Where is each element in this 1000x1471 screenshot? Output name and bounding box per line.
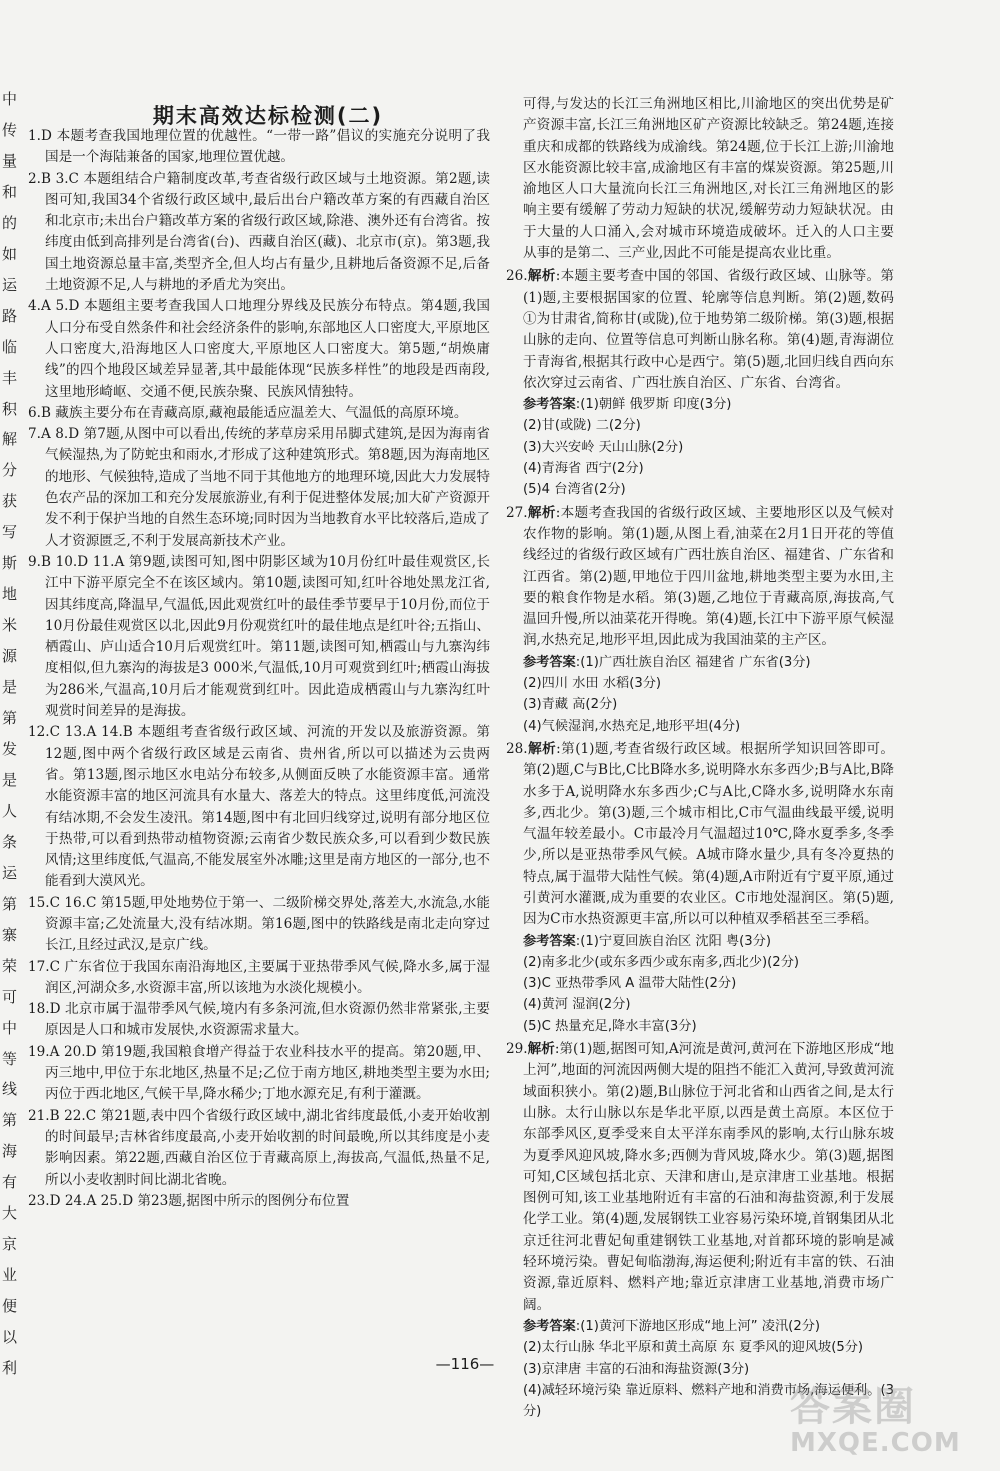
- gutter-char: 荣: [2, 957, 18, 975]
- watermark-logo: [790, 1375, 990, 1465]
- gutter-char: 源: [2, 647, 18, 665]
- answer-23-25-continued: 可得,与发达的长江三角洲地区相比,川渝地区的突出优势是矿产资源丰富,长江三角洲地区矿产资源比较缺乏。第24题,连接重庆和成都的铁路线为成渝线。第24题,位于长江上游;川渝地区水能资源比较丰富,成渝地区有丰富的煤炭资源。第25题,川渝地区人口大量流向长江三角洲地区,对长江三角洲地区的影响主要有缓解了劳动力短缺的状况,缓解劳动力短缺状况。由于大量的人口涌入,会对城市环境造成破坏。迁入的人口主要从事的是第二、三产业,因此不可能是提高农业比重。: [523, 96, 894, 262]
- gutter-char: 传: [2, 121, 18, 139]
- answer-28-key-label: 参考答案:(1)宁夏回族自治区 沈阳 粤(3分): [523, 933, 772, 949]
- gutter-char: 积: [2, 400, 18, 418]
- gutter-char: 线: [2, 1080, 18, 1098]
- gutter-char: 临: [2, 338, 18, 356]
- page-number: —116—: [435, 1355, 495, 1373]
- answer-26-key-line: (4)青海省 西宁(2分): [523, 461, 644, 477]
- gutter-char: 京: [2, 1235, 18, 1253]
- gutter-char: 中: [2, 90, 18, 108]
- gutter-char: 等: [2, 1050, 18, 1068]
- answer-29-key-line: (4)减轻环境污染 靠近原料、燃料产地和消费市场,海运便利。(3分): [523, 1382, 894, 1420]
- gutter-char: 和: [2, 183, 18, 201]
- answer-26-analysis: 26.解析:本题主要考查中国的邻国、省级行政区域、山脉等。第(1)题,主要根据国家的位置、轮廓等信息判断。第(2)题,数码①为甘肃省,简称甘(或陇),位于地势第二级阶梯。第(3)题,根据山脉的走向、位置等信息可判断山脉名称。第(4)题,青海湖位于青海省,根据其行政中心是西宁。第(5)题,北回归线自西向东依次穿过云南省、广西壮族自治区、广东省、台湾省。: [506, 268, 895, 391]
- answer-27-analysis: 27.解析:本题考查我国的省级行政区域、主要地形区以及气候对农作物的影响。第(1)题,从图上看,油菜在2月1日开花的等值线经过的省级行政区域有广西壮族自治区、福建省、广东省和江西省。第(2)题,甲地位于四川盆地,耕地类型主要为水田,主要的粮食作物是水稻。第(3)题,乙地位于青藏高原,海拔高,气温回升慢,所以油菜花开得晚。第(4)题,长江中下游平原气候湿润,水热充足,地形平坦,因此成为我国油菜的主产区。: [506, 504, 895, 649]
- gutter-char: 人: [2, 802, 18, 820]
- answer-23-25: 23.D 24.A 25.D 第23题,据图中所示的图例分布位置: [28, 1192, 350, 1209]
- answer-7-8: 7.A 8.D 第7题,从图中可以看出,传统的茅草房采用吊脚式建筑,是因为海南省气候湿热,为了防蛇虫和雨水,才形成了这种建筑形式。第8题,因为海南地区的地形、气候独特,造成了当地不同于其他地方的地理环境,因此大力发展特色农产品的深加工和充分发展旅游业,有利于促进整体发展;加大矿产资源开发不利于保护当地的自然生态环境;同时因为当地教育水平比较落后,造成了人才资源匮乏,不利于发展高新技术产业。: [28, 426, 490, 549]
- binding-gutter-text: [0, 90, 22, 1410]
- watermark-url: MXQE.COM: [790, 1428, 961, 1458]
- gutter-char: 运: [2, 276, 18, 294]
- answer-27-key-line: (2)四川 水田 水稻(3分): [523, 676, 662, 692]
- answer-1: 1.D 本题考查我国地理位置的优越性。“一带一路”倡议的实施充分说明了我国是一个海陆兼备的国家,地理位置优越。: [28, 128, 490, 166]
- answer-2-3: 2.B 3.C 本题组结合户籍制度改革,考查省级行政区域与土地资源。第2题,读图可知,我国34个省级行政区域中,最后出台户籍改革方案的有西藏自治区和北京市;未出台户籍改革方案的省级行政区域,除港、澳外还有台湾省。按纬度由低到高排列是台湾省(台)、西藏自治区(藏)、北京市(京)。第3题,我国土地资源总量丰富,类型齐全,但人均占有量少,且耕地后备资源不足,后备土地资源不足,人与耕地的矛盾尤为突出。: [28, 170, 490, 294]
- gutter-char: 路: [2, 307, 18, 325]
- gutter-char: 业: [2, 1266, 18, 1284]
- gutter-char: 斯: [2, 554, 18, 572]
- answer-17: 17.C 广东省位于我国东南沿海地区,主要属于亚热带季风气候,降水多,属于湿润区,河湖众多,水资源丰富,所以该地为水淡化规模小。: [28, 958, 490, 996]
- gutter-char: 地: [2, 585, 18, 603]
- gutter-char: 解: [2, 430, 18, 448]
- gutter-char: 海: [2, 1142, 18, 1160]
- gutter-char: 第: [2, 895, 18, 913]
- answer-12-14: 12.C 13.A 14.B 本题组考查省级行政区域、河流的开发以及旅游资源。第12题,图中两个省级行政区域是云南省、贵州省,所以可以描述为云贵两省。第13题,图示地区水电站分布较多,从侧面反映了水能资源丰富。通常水能资源丰富的地区河流具有水量大、落差大的特点。这里纬度低,河流没有结冰期,不会发生凌汛。第14题,图中有北回归线穿过,说明有部分地区位于热带,可以看到热带动植物资源;云南省少数民族众多,可以看到少数民族风情;这里纬度低,气温高,不能发展室外冰雕;这里是南方地区的一部分,也不能看到大漠风光。: [28, 724, 490, 890]
- answer-29-key-label: 参考答案:(1)黄河下游地区形成“地上河” 凌汛(2分): [523, 1318, 821, 1334]
- answer-27-key-line: (3)青藏 高(2分): [523, 697, 618, 713]
- gutter-char: 以: [2, 1328, 18, 1346]
- gutter-char: 第: [2, 1111, 18, 1129]
- answer-29-analysis: 29.解析:第(1)题,据图可知,A河流是黄河,黄河在下游地区形成“地上河”,地面的河流因两侧大堤的阻挡不能汇入黄河,导致黄河流域面积狭小。第(2)题,B山脉位于河北省和山西省之间,是太行山脉。太行山脉以东是华北平原,以西是黄土高原。本区位于东部季风区,夏季受来自太平洋东南季风的影响,太行山脉东坡为夏季风迎风坡,降水多;西侧为背风坡,降水少。第(3)题,据图可知,C区域包括北京、天津和唐山,是京津唐工业基地。根据图例可知,该工业基地附近有丰富的石油和海盐资源,利于发展化学工业。第(4)题,发展钢铁工业容易污染环境,首钢集团从北京迁往河北曹妃甸重建钢铁工业基地,对首都环境的影响是减轻环境污染。曹妃甸临渤海,海运便利;附近有丰富的铁、石油资源,靠近原料、燃料产地;靠近京津唐工业基地,消费市场广阔。: [506, 1041, 894, 1313]
- gutter-char: 大: [2, 1204, 18, 1222]
- watermark-logo-text: 答案圈: [790, 1384, 916, 1430]
- gutter-char: 第: [2, 709, 18, 727]
- answer-28-key-line: (3)C 亚热带季风 A 温带大陆性(2分): [523, 976, 737, 992]
- answer-26-key-line: (5)4 台湾省(2分): [523, 482, 626, 498]
- answer-27-key-label: 参考答案:(1)广西壮族自治区 福建省 广东省(3分): [523, 654, 811, 670]
- gutter-char: 可: [2, 988, 18, 1006]
- gutter-char: 中: [2, 1019, 18, 1037]
- gutter-char: 米: [2, 616, 18, 634]
- right-column: [506, 94, 894, 1422]
- answer-27-key-line: (4)气候湿润,水热充足,地形平坦(4分): [523, 718, 741, 734]
- gutter-char: 丰: [2, 369, 18, 387]
- gutter-char: 写: [2, 523, 18, 541]
- answer-26-key-line: (3)大兴安岭 天山山脉(2分): [523, 439, 684, 455]
- answer-26-key-label: 参考答案:(1)朝鲜 俄罗斯 印度(3分): [523, 397, 732, 413]
- gutter-char: 运: [2, 864, 18, 882]
- answer-4-5: 4.A 5.D 本题组主要考查我国人口地理分界线及民族分布特点。第4题,我国人口分布受自然条件和社会经济条件的影响,东部地区人口密度大,平原地区人口密度大,沿海地区人口密度大,平原地区人口密度大。第5题,“胡焕庸线”的四个地段区域差异显著,其中最能体现“民族多样性”的地段是西南段,这里地形崎岖、交通不便,民族杂聚、民族风情独特。: [28, 298, 490, 400]
- answer-15-16: 15.C 16.C 第15题,甲处地势位于第一、二级阶梯交界处,落差大,水流急,水能资源丰富;乙处流量大,没有结冰期。第16题,图中的铁路线是南北走向穿过长江,且经过武汉,是京广线。: [28, 894, 490, 954]
- answer-28-key-line: (2)南多北少(或东多西少或东南多,西北少)(2分): [523, 954, 800, 970]
- answer-9-11: 9.B 10.D 11.A 第9题,读图可知,图中阴影区域为10月份红叶最佳观赏区,长江中下游平原完全不在该区域内。第10题,读图可知,红叶谷地处黑龙江省,因其纬度高,降温早,气温低,因此观赏红叶的最佳季节要早于10月份,而位于10月份最佳观赏区以北,因此9月份观赏红叶的最佳地点是红叶谷;五指山、栖霞山、庐山适合10月后观赏红叶。第11题,读图可知,栖霞山与九寨沟纬度相似,但九寨沟的海拔是3 000米,气温低,10月可观赏到红叶;栖霞山海拔为286米,气温高,10月后才能观赏到红叶。因此造成栖霞山与九寨沟红叶观赏时间差异的是海拔。: [28, 553, 490, 720]
- gutter-char: 寨: [2, 926, 18, 944]
- gutter-char: 的: [2, 214, 18, 232]
- answer-19-20: 19.A 20.D 第19题,我国粮食增产得益于农业科技水平的提高。第20题,甲、丙三地中,甲位于东北地区,热量不足;乙位于南方地区,耕地类型主要为水田;丙位于西北地区,气候干旱,降水稀少;丁地水源充足,有利于灌溉。: [28, 1043, 490, 1103]
- gutter-char: 发: [2, 740, 18, 758]
- answer-18: 18.D 北京市属于温带季风气候,境内有多条河流,但水资源仍然非常紧张,主要原因是人口和城市发展快,水资源需求量大。: [28, 1001, 490, 1039]
- gutter-char: 便: [2, 1297, 18, 1315]
- gutter-char: 有: [2, 1173, 18, 1191]
- answer-28-key-line: (5)C 热量充足,降水丰富(3分): [523, 1018, 697, 1034]
- gutter-char: 是: [2, 678, 18, 696]
- answer-28-analysis: 28.解析:第(1)题,考查省级行政区域。根据所学知识回答即可。第(2)题,C与B比,C比B降水多,说明降水东多西少;B与A比,B降水多于A,说明降水东多西少;C与A比,C降水多,说明降水东南多,西北少。第(3)题,三个城市相比,C市气温曲线最平缓,说明气温年较差最小。C市最冷月气温超过10℃,降水夏季多,冬季少,所以是亚热带季风气候。A城市降水量少,具有冬冷夏热的特点,属于温带大陆性气候。第(4)题,A市附近有宁夏平原,通过引黄河水灌溉,成为重要的农业区。C市地处湿润区。第(5)题,因为C市水热资源更丰富,所以可以种植双季稻甚至三季稻。: [506, 740, 895, 928]
- answer-29-key-line: (3)京津唐 丰富的石油和海盐资源(3分): [523, 1361, 750, 1377]
- page-title: 期末高效达标检测(二): [152, 104, 384, 128]
- left-column: [28, 126, 490, 1212]
- answer-26-key-line: (2)甘(或陇) 二(2分): [523, 418, 641, 434]
- gutter-char: 分: [2, 461, 18, 479]
- answer-29-key-line: (2)太行山脉 华北平原和黄土高原 东 夏季风的迎风坡(5分): [523, 1340, 864, 1356]
- gutter-char: 获: [2, 492, 18, 510]
- gutter-char: 条: [2, 833, 18, 851]
- gutter-char: 利: [2, 1359, 18, 1377]
- gutter-char: 是: [2, 771, 18, 789]
- answer-6: 6.B 藏族主要分布在青藏高原,藏袍最能适应温差大、气温低的高原环境。: [28, 404, 468, 421]
- gutter-char: 如: [2, 245, 18, 263]
- gutter-char: 量: [2, 152, 18, 170]
- answer-21-22: 21.B 22.C 第21题,表中四个省级行政区域中,湖北省纬度最低,小麦开始收割的时间最早;吉林省纬度最高,小麦开始收割的时间最晚,所以其纬度是小麦影响因素。第22题,西藏自治区位于青藏高原上,海拔高,气温低,热量不足,所以小麦收割时间比湖北省晚。: [28, 1107, 490, 1188]
- answer-28-key-line: (4)黄河 湿润(2分): [523, 997, 631, 1013]
